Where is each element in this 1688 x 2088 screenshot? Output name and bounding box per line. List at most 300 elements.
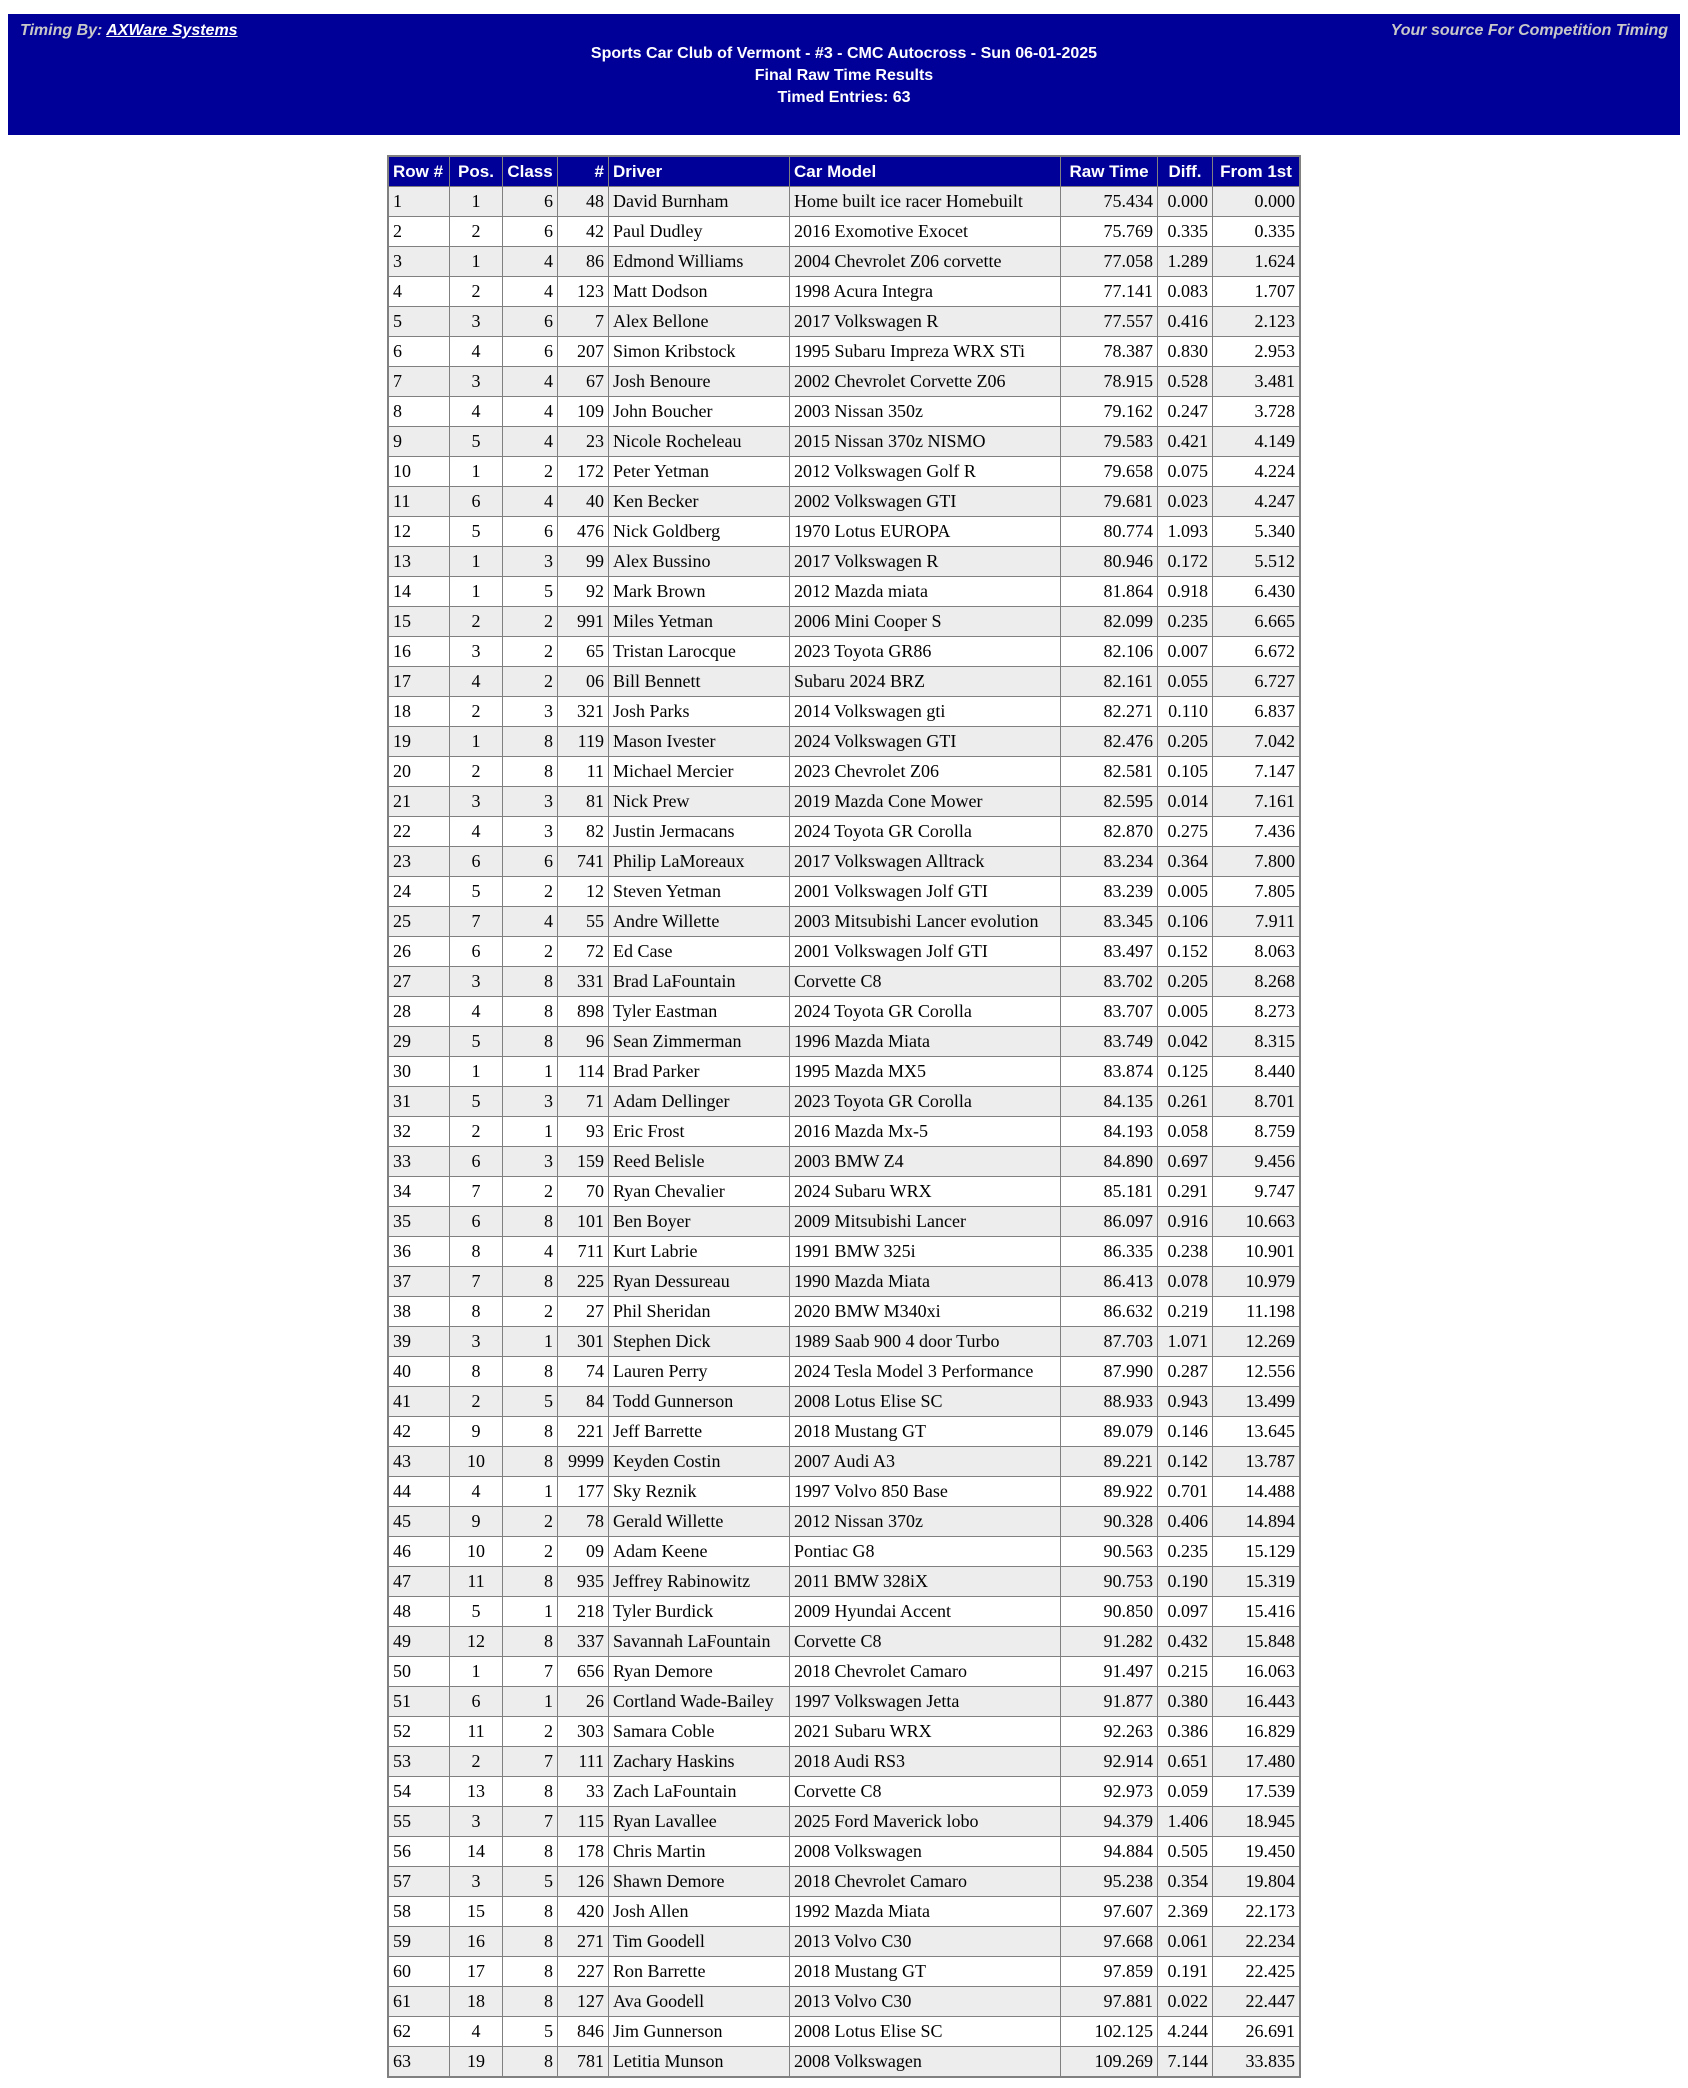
cell-diff: 0.142 bbox=[1158, 1447, 1213, 1477]
cell-driver: Nick Goldberg bbox=[609, 517, 790, 547]
column-header-num: # bbox=[558, 156, 609, 187]
cell-diff: 0.335 bbox=[1158, 217, 1213, 247]
cell-class: 2 bbox=[503, 667, 558, 697]
cell-class: 1 bbox=[503, 1057, 558, 1087]
cell-diff: 0.432 bbox=[1158, 1627, 1213, 1657]
table-row bbox=[388, 967, 1300, 997]
cell-driver: Ryan Lavallee bbox=[609, 1807, 790, 1837]
cell-driver: Zachary Haskins bbox=[609, 1747, 790, 1777]
table-row bbox=[388, 1207, 1300, 1237]
cell-diff: 0.235 bbox=[1158, 1537, 1213, 1567]
cell-pos: 2 bbox=[450, 217, 503, 247]
cell-raw_time: 83.239 bbox=[1061, 877, 1158, 907]
table-row bbox=[388, 487, 1300, 517]
cell-driver: Keyden Costin bbox=[609, 1447, 790, 1477]
cell-raw_time: 85.181 bbox=[1061, 1177, 1158, 1207]
cell-class: 1 bbox=[503, 1687, 558, 1717]
cell-driver: Ben Boyer bbox=[609, 1207, 790, 1237]
cell-car_model: 2017 Volkswagen Alltrack bbox=[790, 847, 1061, 877]
cell-pos: 2 bbox=[450, 277, 503, 307]
table-row bbox=[388, 607, 1300, 637]
cell-num: 67 bbox=[558, 367, 609, 397]
cell-diff: 0.055 bbox=[1158, 667, 1213, 697]
table-header-row bbox=[388, 156, 1300, 187]
cell-pos: 8 bbox=[450, 1237, 503, 1267]
cell-car_model: 2001 Volkswagen Jolf GTI bbox=[790, 937, 1061, 967]
cell-class: 4 bbox=[503, 397, 558, 427]
cell-driver: Miles Yetman bbox=[609, 607, 790, 637]
table-row bbox=[388, 637, 1300, 667]
cell-raw_time: 109.269 bbox=[1061, 2047, 1158, 2078]
cell-pos: 3 bbox=[450, 637, 503, 667]
cell-diff: 0.059 bbox=[1158, 1777, 1213, 1807]
cell-car_model: Subaru 2024 BRZ bbox=[790, 667, 1061, 697]
cell-diff: 0.005 bbox=[1158, 997, 1213, 1027]
cell-car_model: 2008 Lotus Elise SC bbox=[790, 1387, 1061, 1417]
cell-car_model: Pontiac G8 bbox=[790, 1537, 1061, 1567]
cell-from_1st: 22.425 bbox=[1213, 1957, 1301, 1987]
cell-diff: 0.110 bbox=[1158, 697, 1213, 727]
cell-diff: 0.007 bbox=[1158, 637, 1213, 667]
cell-pos: 9 bbox=[450, 1507, 503, 1537]
cell-num: 331 bbox=[558, 967, 609, 997]
cell-row: 2 bbox=[388, 217, 450, 247]
table-row bbox=[388, 1777, 1300, 1807]
table-row bbox=[388, 1807, 1300, 1837]
cell-row: 28 bbox=[388, 997, 450, 1027]
cell-class: 8 bbox=[503, 727, 558, 757]
cell-class: 1 bbox=[503, 1597, 558, 1627]
cell-pos: 15 bbox=[450, 1897, 503, 1927]
cell-pos: 3 bbox=[450, 787, 503, 817]
cell-row: 36 bbox=[388, 1237, 450, 1267]
cell-from_1st: 8.063 bbox=[1213, 937, 1301, 967]
cell-num: 127 bbox=[558, 1987, 609, 2017]
cell-pos: 2 bbox=[450, 697, 503, 727]
cell-num: 781 bbox=[558, 2047, 609, 2078]
cell-from_1st: 22.447 bbox=[1213, 1987, 1301, 2017]
cell-row: 49 bbox=[388, 1627, 450, 1657]
column-header-driver: Driver bbox=[609, 156, 790, 187]
cell-pos: 1 bbox=[450, 247, 503, 277]
cell-car_model: 1990 Mazda Miata bbox=[790, 1267, 1061, 1297]
cell-num: 74 bbox=[558, 1357, 609, 1387]
cell-raw_time: 82.870 bbox=[1061, 817, 1158, 847]
cell-driver: Peter Yetman bbox=[609, 457, 790, 487]
cell-num: 177 bbox=[558, 1477, 609, 1507]
cell-car_model: 2009 Hyundai Accent bbox=[790, 1597, 1061, 1627]
cell-from_1st: 14.488 bbox=[1213, 1477, 1301, 1507]
table-row bbox=[388, 1687, 1300, 1717]
table-row bbox=[388, 1447, 1300, 1477]
cell-class: 7 bbox=[503, 1747, 558, 1777]
cell-diff: 0.146 bbox=[1158, 1417, 1213, 1447]
cell-car_model: 2025 Ford Maverick lobo bbox=[790, 1807, 1061, 1837]
cell-row: 8 bbox=[388, 397, 450, 427]
cell-car_model: 1996 Mazda Miata bbox=[790, 1027, 1061, 1057]
cell-car_model: 2003 Mitsubishi Lancer evolution bbox=[790, 907, 1061, 937]
cell-pos: 1 bbox=[450, 457, 503, 487]
cell-car_model: 2019 Mazda Cone Mower bbox=[790, 787, 1061, 817]
cell-num: 11 bbox=[558, 757, 609, 787]
cell-diff: 2.369 bbox=[1158, 1897, 1213, 1927]
cell-raw_time: 92.263 bbox=[1061, 1717, 1158, 1747]
cell-raw_time: 79.162 bbox=[1061, 397, 1158, 427]
cell-driver: Ava Goodell bbox=[609, 1987, 790, 2017]
cell-class: 3 bbox=[503, 787, 558, 817]
cell-diff: 0.000 bbox=[1158, 187, 1213, 217]
column-header-raw_time: Raw Time bbox=[1061, 156, 1158, 187]
cell-car_model: 2017 Volkswagen R bbox=[790, 547, 1061, 577]
cell-raw_time: 90.563 bbox=[1061, 1537, 1158, 1567]
cell-diff: 0.918 bbox=[1158, 577, 1213, 607]
cell-from_1st: 7.042 bbox=[1213, 727, 1301, 757]
cell-class: 3 bbox=[503, 817, 558, 847]
cell-car_model: 2006 Mini Cooper S bbox=[790, 607, 1061, 637]
table-row bbox=[388, 1177, 1300, 1207]
cell-row: 12 bbox=[388, 517, 450, 547]
cell-from_1st: 8.268 bbox=[1213, 967, 1301, 997]
table-row bbox=[388, 1147, 1300, 1177]
cell-driver: Michael Mercier bbox=[609, 757, 790, 787]
tagline: Your source For Competition Timing bbox=[1390, 22, 1668, 39]
table-row bbox=[388, 1237, 1300, 1267]
cell-from_1st: 16.443 bbox=[1213, 1687, 1301, 1717]
cell-class: 8 bbox=[503, 1957, 558, 1987]
table-row bbox=[388, 1087, 1300, 1117]
cell-class: 3 bbox=[503, 697, 558, 727]
table-row bbox=[388, 817, 1300, 847]
cell-car_model: 2024 Toyota GR Corolla bbox=[790, 997, 1061, 1027]
cell-from_1st: 6.665 bbox=[1213, 607, 1301, 637]
cell-row: 16 bbox=[388, 637, 450, 667]
cell-raw_time: 75.769 bbox=[1061, 217, 1158, 247]
cell-driver: David Burnham bbox=[609, 187, 790, 217]
results-table-head bbox=[388, 156, 1300, 187]
cell-row: 21 bbox=[388, 787, 450, 817]
cell-from_1st: 33.835 bbox=[1213, 2047, 1301, 2078]
cell-pos: 7 bbox=[450, 1177, 503, 1207]
cell-row: 10 bbox=[388, 457, 450, 487]
cell-pos: 4 bbox=[450, 997, 503, 1027]
cell-class: 1 bbox=[503, 1327, 558, 1357]
cell-driver: Reed Belisle bbox=[609, 1147, 790, 1177]
cell-car_model: 2002 Chevrolet Corvette Z06 bbox=[790, 367, 1061, 397]
cell-pos: 6 bbox=[450, 937, 503, 967]
cell-row: 52 bbox=[388, 1717, 450, 1747]
cell-pos: 10 bbox=[450, 1447, 503, 1477]
cell-car_model: 1989 Saab 900 4 door Turbo bbox=[790, 1327, 1061, 1357]
cell-from_1st: 1.624 bbox=[1213, 247, 1301, 277]
cell-car_model: 1970 Lotus EUROPA bbox=[790, 517, 1061, 547]
cell-raw_time: 102.125 bbox=[1061, 2017, 1158, 2047]
cell-diff: 0.261 bbox=[1158, 1087, 1213, 1117]
cell-class: 8 bbox=[503, 967, 558, 997]
cell-num: 178 bbox=[558, 1837, 609, 1867]
cell-pos: 5 bbox=[450, 1597, 503, 1627]
cell-row: 26 bbox=[388, 937, 450, 967]
cell-pos: 4 bbox=[450, 817, 503, 847]
cell-diff: 0.247 bbox=[1158, 397, 1213, 427]
banner-titles bbox=[20, 43, 1668, 109]
cell-num: 81 bbox=[558, 787, 609, 817]
cell-num: 420 bbox=[558, 1897, 609, 1927]
cell-raw_time: 90.753 bbox=[1061, 1567, 1158, 1597]
cell-row: 34 bbox=[388, 1177, 450, 1207]
cell-from_1st: 12.556 bbox=[1213, 1357, 1301, 1387]
cell-driver: Jim Gunnerson bbox=[609, 2017, 790, 2047]
cell-car_model: 2023 Toyota GR Corolla bbox=[790, 1087, 1061, 1117]
cell-driver: Adam Dellinger bbox=[609, 1087, 790, 1117]
cell-diff: 0.651 bbox=[1158, 1747, 1213, 1777]
table-row bbox=[388, 2017, 1300, 2047]
cell-from_1st: 10.663 bbox=[1213, 1207, 1301, 1237]
cell-driver: Tyler Burdick bbox=[609, 1597, 790, 1627]
cell-car_model: 2013 Volvo C30 bbox=[790, 1987, 1061, 2017]
cell-from_1st: 8.701 bbox=[1213, 1087, 1301, 1117]
cell-num: 337 bbox=[558, 1627, 609, 1657]
cell-driver: Tim Goodell bbox=[609, 1927, 790, 1957]
cell-car_model: 2003 BMW Z4 bbox=[790, 1147, 1061, 1177]
cell-row: 32 bbox=[388, 1117, 450, 1147]
cell-row: 46 bbox=[388, 1537, 450, 1567]
cell-diff: 0.701 bbox=[1158, 1477, 1213, 1507]
cell-car_model: 1997 Volkswagen Jetta bbox=[790, 1687, 1061, 1717]
table-row bbox=[388, 1027, 1300, 1057]
cell-pos: 4 bbox=[450, 337, 503, 367]
cell-class: 8 bbox=[503, 1777, 558, 1807]
cell-raw_time: 77.058 bbox=[1061, 247, 1158, 277]
cell-row: 3 bbox=[388, 247, 450, 277]
cell-pos: 1 bbox=[450, 727, 503, 757]
cell-diff: 0.380 bbox=[1158, 1687, 1213, 1717]
cell-driver: Adam Keene bbox=[609, 1537, 790, 1567]
table-row bbox=[388, 1717, 1300, 1747]
cell-class: 6 bbox=[503, 517, 558, 547]
cell-num: 93 bbox=[558, 1117, 609, 1147]
cell-row: 60 bbox=[388, 1957, 450, 1987]
cell-row: 20 bbox=[388, 757, 450, 787]
cell-diff: 0.105 bbox=[1158, 757, 1213, 787]
cell-driver: Brad LaFountain bbox=[609, 967, 790, 997]
cell-raw_time: 91.497 bbox=[1061, 1657, 1158, 1687]
cell-car_model: 2024 Subaru WRX bbox=[790, 1177, 1061, 1207]
banner-top-row bbox=[20, 21, 1668, 41]
cell-driver: Mark Brown bbox=[609, 577, 790, 607]
cell-class: 2 bbox=[503, 1177, 558, 1207]
cell-diff: 7.144 bbox=[1158, 2047, 1213, 2078]
cell-class: 7 bbox=[503, 1807, 558, 1837]
cell-diff: 0.505 bbox=[1158, 1837, 1213, 1867]
cell-class: 8 bbox=[503, 1267, 558, 1297]
cell-num: 221 bbox=[558, 1417, 609, 1447]
cell-row: 48 bbox=[388, 1597, 450, 1627]
cell-class: 5 bbox=[503, 1867, 558, 1897]
column-header-from_1st: From 1st bbox=[1213, 156, 1301, 187]
cell-driver: Sky Reznik bbox=[609, 1477, 790, 1507]
cell-num: 7 bbox=[558, 307, 609, 337]
cell-driver: Kurt Labrie bbox=[609, 1237, 790, 1267]
cell-num: 935 bbox=[558, 1567, 609, 1597]
cell-num: 656 bbox=[558, 1657, 609, 1687]
cell-from_1st: 0.335 bbox=[1213, 217, 1301, 247]
cell-car_model: 1992 Mazda Miata bbox=[790, 1897, 1061, 1927]
table-row bbox=[388, 1417, 1300, 1447]
cell-num: 23 bbox=[558, 427, 609, 457]
cell-car_model: 2008 Volkswagen bbox=[790, 2047, 1061, 2078]
cell-driver: Samara Coble bbox=[609, 1717, 790, 1747]
cell-pos: 1 bbox=[450, 187, 503, 217]
cell-pos: 11 bbox=[450, 1717, 503, 1747]
cell-driver: Stephen Dick bbox=[609, 1327, 790, 1357]
table-row bbox=[388, 1297, 1300, 1327]
table-row bbox=[388, 997, 1300, 1027]
cell-pos: 1 bbox=[450, 547, 503, 577]
cell-num: 06 bbox=[558, 667, 609, 697]
cell-raw_time: 82.161 bbox=[1061, 667, 1158, 697]
cell-class: 6 bbox=[503, 187, 558, 217]
cell-car_model: 2011 BMW 328iX bbox=[790, 1567, 1061, 1597]
cell-driver: Josh Parks bbox=[609, 697, 790, 727]
cell-pos: 1 bbox=[450, 1057, 503, 1087]
cell-pos: 17 bbox=[450, 1957, 503, 1987]
cell-from_1st: 9.456 bbox=[1213, 1147, 1301, 1177]
cell-row: 38 bbox=[388, 1297, 450, 1327]
cell-row: 47 bbox=[388, 1567, 450, 1597]
cell-from_1st: 8.440 bbox=[1213, 1057, 1301, 1087]
cell-class: 6 bbox=[503, 217, 558, 247]
cell-from_1st: 6.672 bbox=[1213, 637, 1301, 667]
cell-row: 53 bbox=[388, 1747, 450, 1777]
cell-raw_time: 84.135 bbox=[1061, 1087, 1158, 1117]
cell-car_model: 2012 Volkswagen Golf R bbox=[790, 457, 1061, 487]
cell-class: 8 bbox=[503, 1987, 558, 2017]
cell-from_1st: 3.481 bbox=[1213, 367, 1301, 397]
cell-raw_time: 83.234 bbox=[1061, 847, 1158, 877]
cell-row: 18 bbox=[388, 697, 450, 727]
cell-class: 4 bbox=[503, 427, 558, 457]
cell-num: 70 bbox=[558, 1177, 609, 1207]
cell-car_model: Corvette C8 bbox=[790, 967, 1061, 997]
cell-diff: 1.071 bbox=[1158, 1327, 1213, 1357]
cell-from_1st: 2.953 bbox=[1213, 337, 1301, 367]
column-header-row: Row # bbox=[388, 156, 450, 187]
cell-raw_time: 88.933 bbox=[1061, 1387, 1158, 1417]
table-row bbox=[388, 1897, 1300, 1927]
cell-row: 40 bbox=[388, 1357, 450, 1387]
cell-driver: Todd Gunnerson bbox=[609, 1387, 790, 1417]
table-row bbox=[388, 247, 1300, 277]
table-row bbox=[388, 1117, 1300, 1147]
cell-car_model: 2009 Mitsubishi Lancer bbox=[790, 1207, 1061, 1237]
cell-class: 4 bbox=[503, 247, 558, 277]
cell-num: 99 bbox=[558, 547, 609, 577]
cell-from_1st: 15.129 bbox=[1213, 1537, 1301, 1567]
table-row bbox=[388, 217, 1300, 247]
cell-pos: 4 bbox=[450, 667, 503, 697]
table-row bbox=[388, 1477, 1300, 1507]
cell-num: 207 bbox=[558, 337, 609, 367]
cell-car_model: 2018 Mustang GT bbox=[790, 1957, 1061, 1987]
cell-from_1st: 13.499 bbox=[1213, 1387, 1301, 1417]
cell-diff: 0.528 bbox=[1158, 367, 1213, 397]
table-row bbox=[388, 757, 1300, 787]
cell-num: 476 bbox=[558, 517, 609, 547]
cell-raw_time: 86.335 bbox=[1061, 1237, 1158, 1267]
cell-from_1st: 7.161 bbox=[1213, 787, 1301, 817]
cell-class: 8 bbox=[503, 757, 558, 787]
axware-systems-link[interactable]: AXWare Systems bbox=[106, 22, 238, 39]
cell-driver: Alex Bussino bbox=[609, 547, 790, 577]
cell-row: 25 bbox=[388, 907, 450, 937]
cell-driver: Ryan Dessureau bbox=[609, 1267, 790, 1297]
cell-row: 23 bbox=[388, 847, 450, 877]
cell-car_model: 2003 Nissan 350z bbox=[790, 397, 1061, 427]
cell-pos: 1 bbox=[450, 577, 503, 607]
cell-car_model: Corvette C8 bbox=[790, 1627, 1061, 1657]
cell-raw_time: 82.595 bbox=[1061, 787, 1158, 817]
cell-from_1st: 17.480 bbox=[1213, 1747, 1301, 1777]
cell-driver: John Boucher bbox=[609, 397, 790, 427]
cell-class: 8 bbox=[503, 1357, 558, 1387]
table-row bbox=[388, 337, 1300, 367]
cell-row: 22 bbox=[388, 817, 450, 847]
cell-num: 92 bbox=[558, 577, 609, 607]
cell-from_1st: 22.234 bbox=[1213, 1927, 1301, 1957]
cell-raw_time: 90.850 bbox=[1061, 1597, 1158, 1627]
cell-pos: 5 bbox=[450, 517, 503, 547]
cell-pos: 3 bbox=[450, 1327, 503, 1357]
cell-driver: Simon Kribstock bbox=[609, 337, 790, 367]
cell-car_model: 2012 Mazda miata bbox=[790, 577, 1061, 607]
cell-pos: 2 bbox=[450, 607, 503, 637]
cell-from_1st: 16.829 bbox=[1213, 1717, 1301, 1747]
cell-row: 57 bbox=[388, 1867, 450, 1897]
cell-num: 225 bbox=[558, 1267, 609, 1297]
table-row bbox=[388, 457, 1300, 487]
cell-class: 8 bbox=[503, 1927, 558, 1957]
cell-driver: Tyler Eastman bbox=[609, 997, 790, 1027]
cell-diff: 0.386 bbox=[1158, 1717, 1213, 1747]
cell-diff: 0.406 bbox=[1158, 1507, 1213, 1537]
cell-row: 55 bbox=[388, 1807, 450, 1837]
cell-diff: 0.916 bbox=[1158, 1207, 1213, 1237]
cell-pos: 3 bbox=[450, 367, 503, 397]
cell-num: 109 bbox=[558, 397, 609, 427]
cell-num: 82 bbox=[558, 817, 609, 847]
cell-from_1st: 4.247 bbox=[1213, 487, 1301, 517]
cell-pos: 16 bbox=[450, 1927, 503, 1957]
cell-driver: Ryan Chevalier bbox=[609, 1177, 790, 1207]
table-row bbox=[388, 1837, 1300, 1867]
cell-diff: 0.238 bbox=[1158, 1237, 1213, 1267]
table-row bbox=[388, 187, 1300, 217]
cell-diff: 0.364 bbox=[1158, 847, 1213, 877]
cell-num: 898 bbox=[558, 997, 609, 1027]
cell-row: 9 bbox=[388, 427, 450, 457]
cell-raw_time: 79.583 bbox=[1061, 427, 1158, 457]
cell-raw_time: 84.890 bbox=[1061, 1147, 1158, 1177]
cell-class: 8 bbox=[503, 1207, 558, 1237]
cell-num: 303 bbox=[558, 1717, 609, 1747]
cell-diff: 0.287 bbox=[1158, 1357, 1213, 1387]
cell-diff: 0.830 bbox=[1158, 337, 1213, 367]
cell-row: 61 bbox=[388, 1987, 450, 2017]
cell-car_model: Home built ice racer Homebuilt bbox=[790, 187, 1061, 217]
cell-num: 126 bbox=[558, 1867, 609, 1897]
cell-raw_time: 83.497 bbox=[1061, 937, 1158, 967]
cell-raw_time: 75.434 bbox=[1061, 187, 1158, 217]
